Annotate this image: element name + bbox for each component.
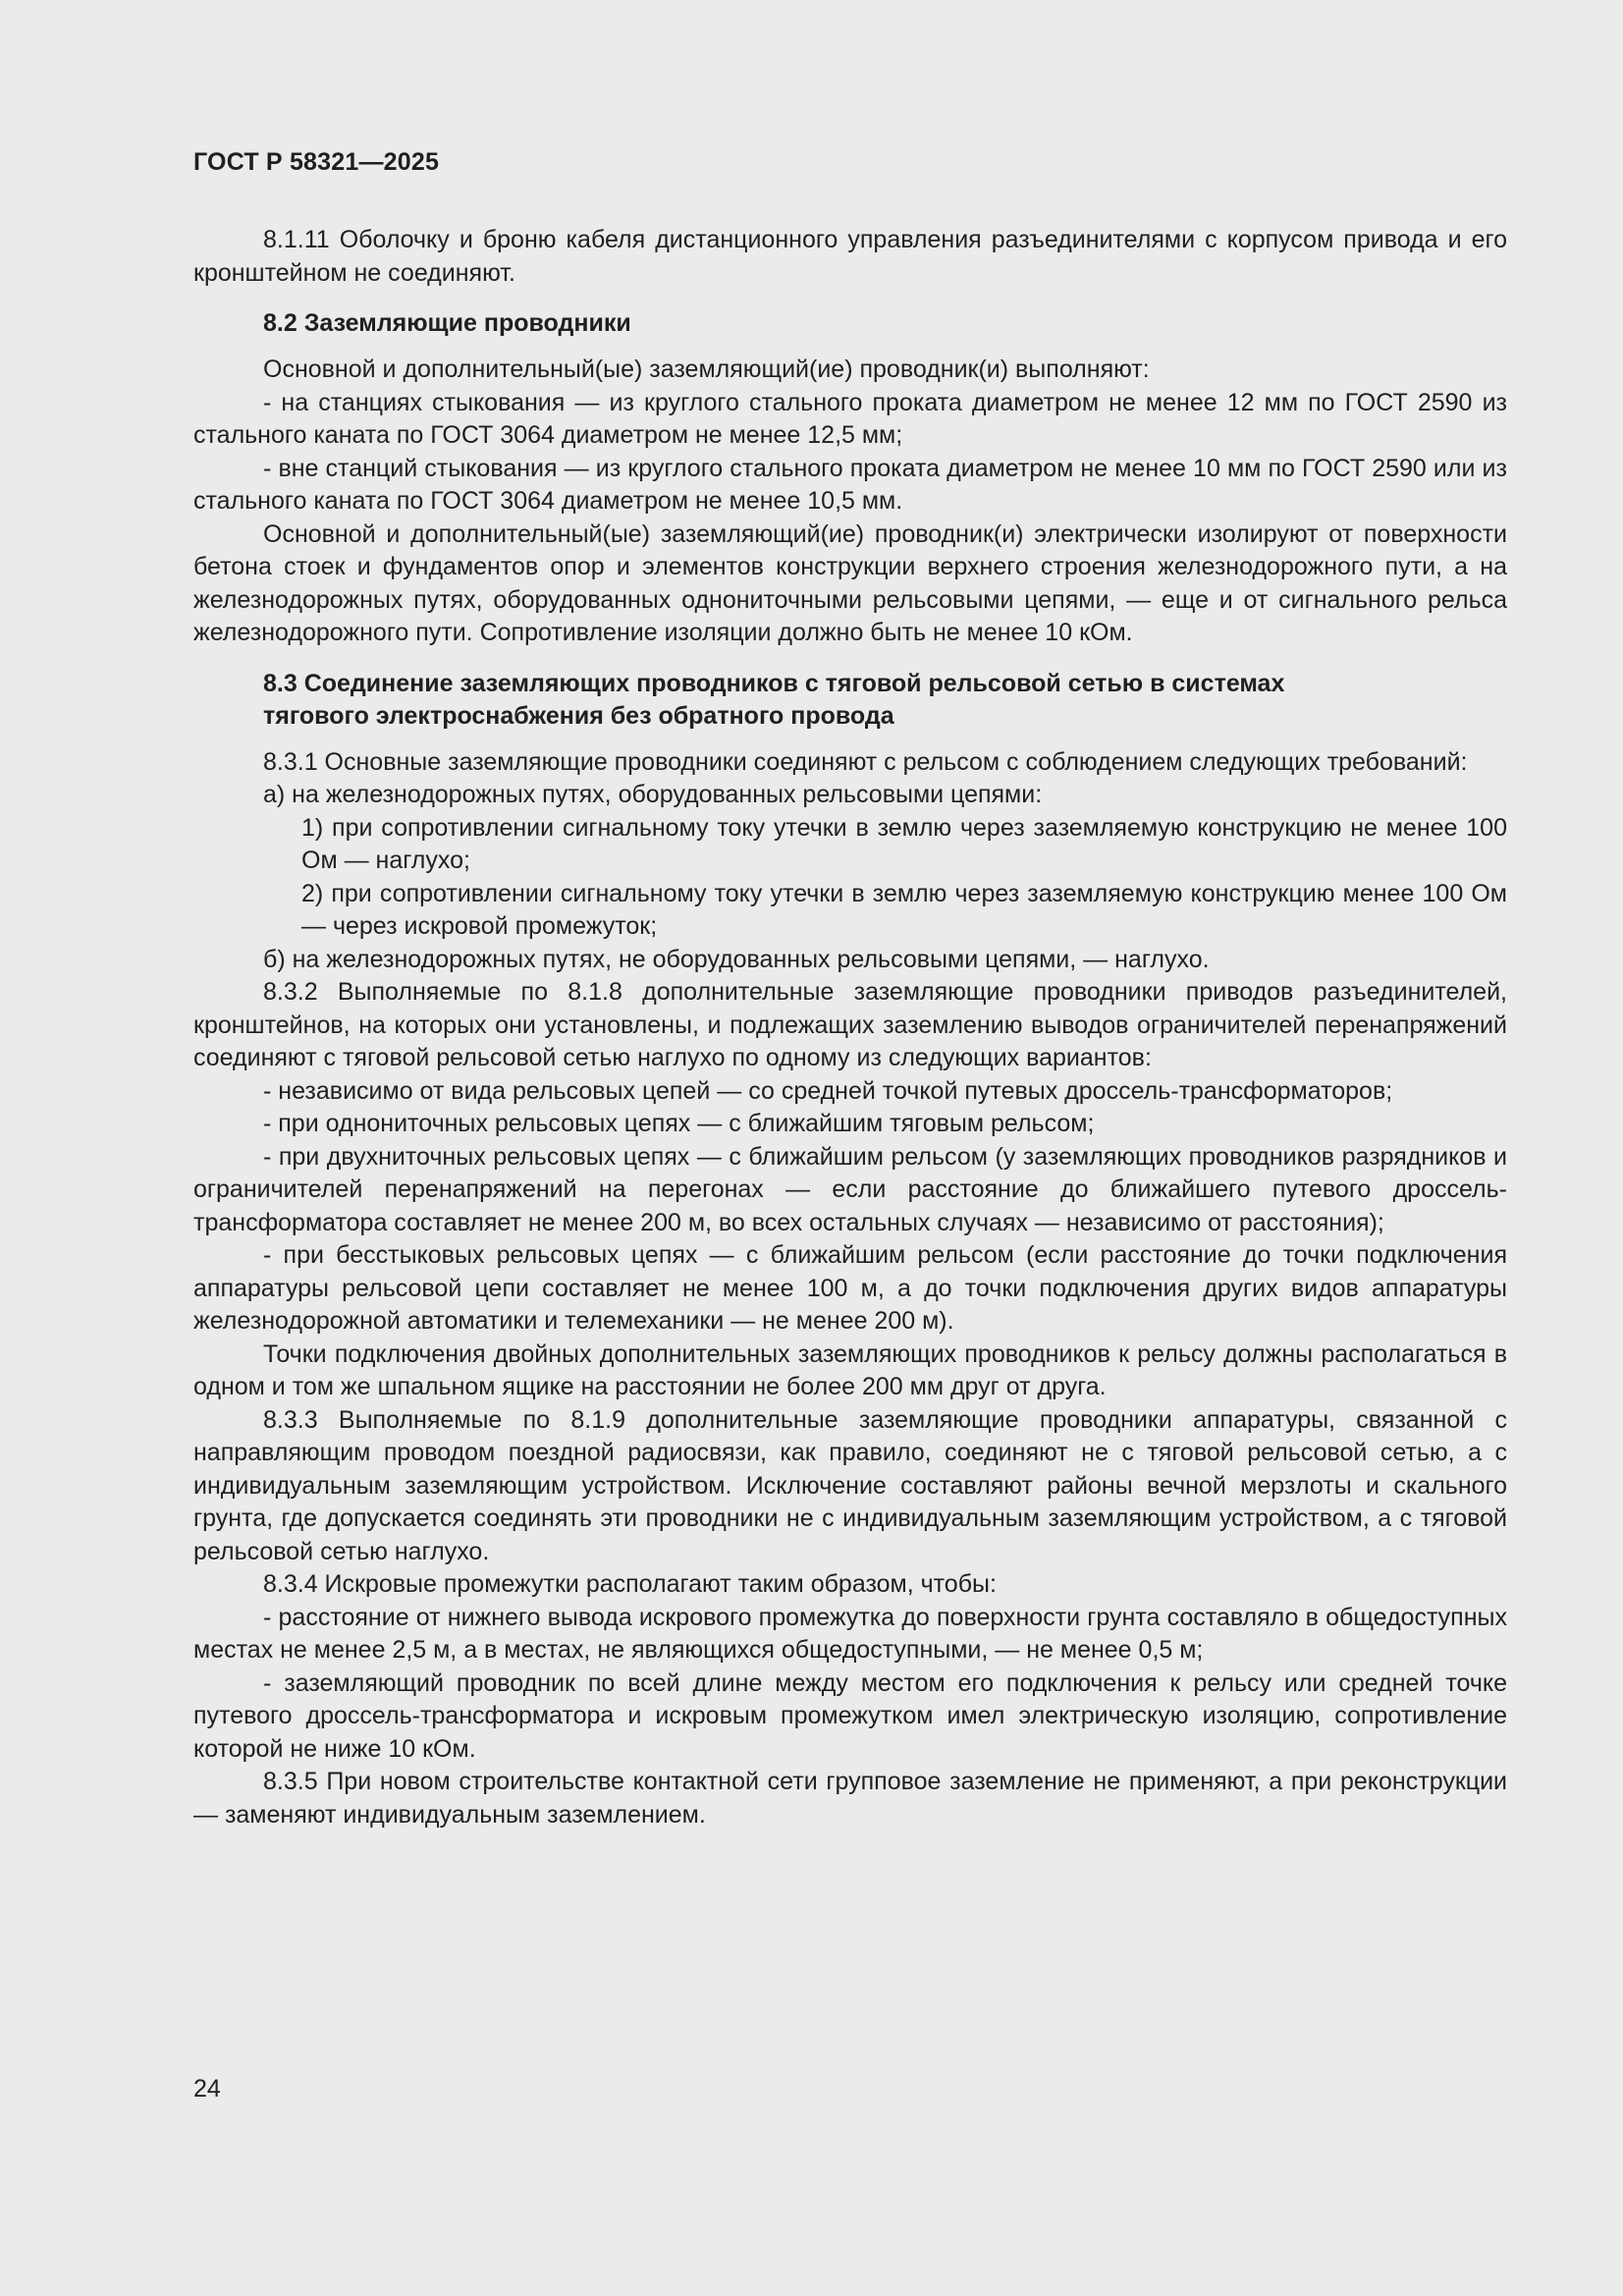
section-heading-8-3-line1: 8.3 Соединение заземляющих проводников с тяговой рельсовой сетью в системах xyxy=(263,669,1285,697)
paragraph-8-1-11: 8.1.11 Оболочку и броню кабеля дистанционного управления разъединителями с корпусом привода и его кронштейном не соединяют. xyxy=(193,226,1507,287)
list-item-8-2-1: - на станциях стыкования — из круглого стального проката диаметром не менее 12 мм по ГОСТ 2590 из стального каната по ГОСТ 3064 диаметром не менее 12,5 мм; xyxy=(193,388,1507,449)
page-content xyxy=(193,224,1507,1831)
section-heading-8-2: 8.2 Заземляющие проводники xyxy=(263,309,631,337)
list-item-8-3-1-a2: 2) при сопротивлении сигнальному току утечки в землю через заземляемую конструкцию менее 100 Ом — через искровой промежуток; xyxy=(301,879,1507,940)
list-item-8-3-4-1: - расстояние от нижнего вывода искрового промежутка до поверхности грунта составляло в общедоступных местах не менее 2,5 м, а в местах, не являющихся общедоступными, — не менее 0,5 м; xyxy=(193,1603,1507,1664)
paragraph-8-3-3: 8.3.3 Выполняемые по 8.1.9 дополнительные заземляющие проводники аппаратуры, связанной с направляющим проводом поездной радиосвязи, как правило, соединяют не с тяговой рельсовой сетью, а с индивидуальным заземляющим устройством. Исключение составляют районы вечной мерзлоты и скального грунта, где допускается соединять эти проводники не с индивидуальным заземляющим устройством, а с тяговой рельсовой сетью наглухо. xyxy=(193,1405,1507,1565)
list-item-8-3-1-a: а) на железнодорожных путях, оборудованных рельсовыми цепями: xyxy=(263,781,1043,808)
list-item-8-3-1-b: б) на железнодорожных путях, не оборудованных рельсовыми цепями, — наглухо. xyxy=(263,945,1210,973)
paragraph-8-3-2-points: Точки подключения двойных дополнительных заземляющих проводников к рельсу должны располагаться в одном и том же шпальном ящике на расстоянии не более 200 мм друг от друга. xyxy=(193,1339,1507,1400)
list-item-8-3-1-a1: 1) при сопротивлении сигнальному току утечки в землю через заземляемую конструкцию не менее 100 Ом — наглухо; xyxy=(301,813,1507,874)
list-item-8-3-2-3: - при двухниточных рельсовых цепях — с ближайшим рельсом (у заземляющих проводников разрядников и ограничителей перенапряжений на перегонах — если расстояние до ближайшего путевого дроссель-трансформатора составляет не менее 200 м, во всех остальных случаях — независимо от расстояния); xyxy=(193,1142,1507,1236)
list-item-8-3-2-4: - при бесстыковых рельсовых цепях — с ближайшим рельсом (если расстояние до точки подключения аппаратуры рельсовой цепи составляет не менее 100 м, а до точки подключения других видов аппаратуры железнодорожной автоматики и телемеханики — не менее 200 м). xyxy=(193,1241,1507,1335)
paragraph-8-2-isolation: Основной и дополнительный(ые) заземляющий(ие) проводник(и) электрически изолируют от поверхности бетона стоек и фундаментов опор и элементов конструкции верхнего строения железнодорожного пути, а на железнодорожных путях, оборудованных однониточными рельсовыми цепями, — еще и от сигнального рельса железнодорожного пути. Сопротивление изоляции должно быть не менее 10 кОм. xyxy=(193,519,1507,646)
list-item-8-3-4-2: - заземляющий проводник по всей длине между местом его подключения к рельсу или средней точке путевого дроссель-трансформатора и искровым промежутком имел электрическую изоляцию, сопротивление которой не ниже 10 кОм. xyxy=(193,1668,1507,1763)
paragraph-8-3-4: 8.3.4 Искровые промежутки располагают таким образом, чтобы: xyxy=(263,1570,997,1598)
list-item-8-2-2: - вне станций стыкования — из круглого стального проката диаметром не менее 10 мм по ГОСТ 2590 или из стального каната по ГОСТ 3064 диаметром не менее 10,5 мм. xyxy=(193,454,1507,515)
paragraph-8-3-1: 8.3.1 Основные заземляющие проводники соединяют с рельсом с соблюдением следующих требований: xyxy=(263,747,1468,776)
paragraph-8-2-intro: Основной и дополнительный(ые) заземляющий(ие) проводник(и) выполняют: xyxy=(263,355,1150,383)
list-item-8-3-2-1: - независимо от вида рельсовых цепей — со средней точкой путевых дроссель-трансформаторов; xyxy=(263,1076,1393,1105)
page-number: 24 xyxy=(193,2075,221,2103)
paragraph-8-3-2: 8.3.2 Выполняемые по 8.1.8 дополнительные заземляющие проводники приводов разъединителей, кронштейнов, на которых они установлены, и подлежащих заземлению выводов ограничителей перенапряжений соединяют с тяговой рельсовой сетью наглухо по одному из следующих вариантов: xyxy=(193,978,1507,1071)
list-item-8-3-2-2: - при однониточных рельсовых цепях — с ближайшим тяговым рельсом; xyxy=(263,1110,1095,1137)
document-header: ГОСТ Р 58321—2025 xyxy=(193,148,440,176)
section-heading-8-3-line2: тягового электроснабжения без обратного провода xyxy=(263,701,894,730)
paragraph-8-3-5: 8.3.5 При новом строительстве контактной сети групповое заземление не применяют, а при реконструкции — заменяют индивидуальным заземлением. xyxy=(193,1768,1507,1829)
